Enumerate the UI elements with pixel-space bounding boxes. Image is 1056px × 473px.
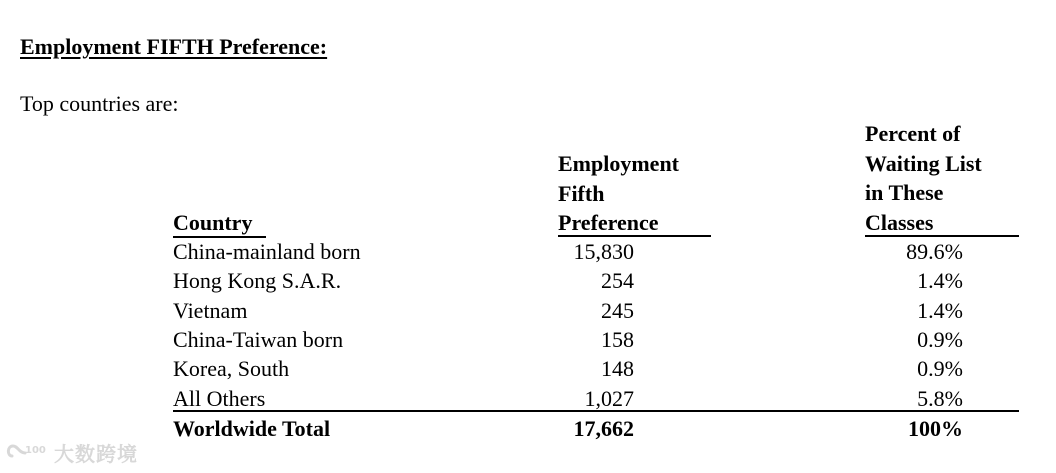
country-cell: Hong Kong S.A.R.: [173, 268, 342, 294]
count-cell: 148: [601, 356, 634, 382]
header-employment-fifth-preference: [558, 149, 679, 238]
total-label: Worldwide Total: [173, 416, 331, 441]
total-row: [0, 414, 1056, 443]
watermark: [6, 437, 138, 467]
infinity-logo-icon: [6, 439, 50, 465]
total-percent: 100%: [908, 416, 963, 441]
country-cell: China-Taiwan born: [173, 326, 344, 352]
watermark-logo-text: 100: [25, 445, 46, 456]
table-row: [0, 266, 1056, 295]
total-count: 17,662: [573, 416, 634, 441]
count-cell: 15,830: [573, 239, 634, 264]
header-count-line: Employment: [558, 151, 679, 176]
table-row: [0, 296, 1056, 325]
count-cell: 1,027: [584, 385, 634, 411]
table-row: [0, 325, 1056, 354]
percent-cell: 5.8%: [917, 385, 963, 411]
country-cell: China-mainland born: [173, 239, 361, 264]
country-cell: Korea, South: [173, 356, 290, 382]
count-cell: 158: [601, 326, 634, 352]
count-cell: 254: [601, 268, 634, 294]
header-percent-line: in These: [865, 180, 944, 205]
intro-text: Top countries are:: [20, 91, 179, 116]
count-cell: 245: [601, 297, 634, 323]
percent-cell: 1.4%: [917, 268, 963, 294]
percent-cell: 0.9%: [917, 326, 963, 352]
percent-cell: 0.9%: [917, 356, 963, 382]
header-count-line: Preference: [558, 210, 659, 235]
header-percent-of-waiting-list: [865, 119, 982, 237]
table-row: [0, 354, 1056, 383]
country-cell: All Others: [173, 385, 266, 411]
percent-cell: 89.6%: [906, 239, 963, 264]
header-country: Country: [173, 210, 253, 235]
table-row: [0, 237, 1056, 266]
header-percent-line: Classes: [865, 209, 934, 235]
country-cell: Vietnam: [173, 297, 248, 323]
table-row: [0, 384, 1056, 413]
page-heading: Employment FIFTH Preference:: [20, 34, 328, 59]
header-percent-line: Waiting List: [865, 150, 982, 176]
watermark-text: 大数跨境: [54, 441, 138, 466]
header-count-line: Fifth: [558, 180, 605, 206]
header-percent-line: Percent of: [865, 121, 961, 146]
percent-cell: 1.4%: [917, 297, 963, 323]
total-separator-line: [173, 410, 1019, 412]
